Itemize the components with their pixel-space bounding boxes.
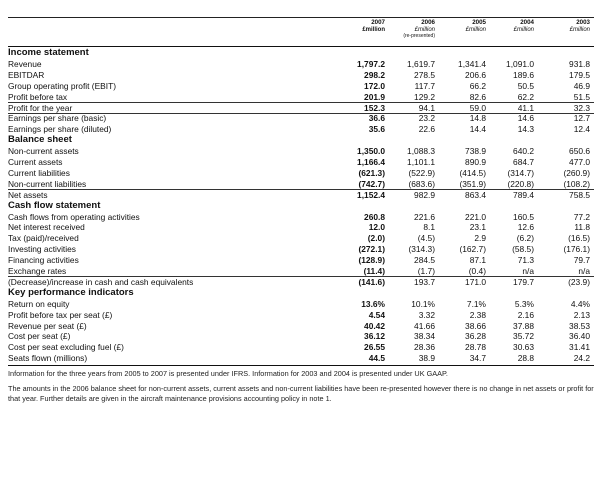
row-value: 206.6: [465, 69, 486, 80]
row-value: 12.4: [573, 124, 590, 135]
row-value: 35.6: [368, 124, 385, 135]
row-value: 160.5: [513, 211, 534, 222]
row-value: 26.55: [364, 342, 385, 353]
column-year: 2003: [576, 19, 590, 26]
row-value: (522.9): [408, 167, 435, 178]
row-value: 23.2: [418, 113, 435, 124]
row-label: Earnings per share (basic): [8, 113, 107, 124]
row-label: Non-current assets: [8, 146, 79, 157]
row-value: 36.6: [368, 113, 385, 124]
row-value: (176.1): [563, 244, 590, 255]
row-label: Revenue per seat (£): [8, 320, 87, 331]
row-value: 13.6%: [361, 298, 385, 309]
row-value: (128.9): [358, 255, 385, 266]
column-unit: £million: [513, 26, 534, 33]
row-value: 32.3: [573, 102, 590, 113]
row-value: (1.7): [417, 266, 435, 276]
row-value: 1,341.4: [458, 58, 486, 69]
row-value: 4.54: [368, 309, 385, 320]
row-value: (6.2): [516, 233, 534, 244]
row-value: 8.1: [423, 222, 435, 233]
row-value: 152.3: [364, 102, 385, 113]
row-value: (23.9): [568, 276, 590, 287]
row-value: 62.2: [517, 91, 534, 102]
row-value: 1,101.1: [407, 157, 435, 167]
row-value: 34.7: [469, 353, 486, 364]
row-value: 1,166.4: [357, 157, 385, 167]
row-value: 1,350.0: [357, 146, 385, 157]
row-value: (108.2): [563, 178, 590, 189]
row-value: (4.5): [417, 233, 435, 244]
row-value: 1,091.0: [506, 58, 534, 69]
row-label: Earnings per share (diluted): [8, 124, 112, 135]
row-value: 863.4: [465, 189, 486, 200]
row-value: 94.1: [418, 102, 435, 113]
row-value: (162.7): [459, 244, 486, 255]
row-value: 179.5: [569, 69, 590, 80]
row-value: 221.6: [414, 211, 435, 222]
bottom-rule: [8, 365, 594, 366]
row-value: 79.7: [573, 255, 590, 266]
row-value: 38.66: [465, 320, 486, 331]
row-value: 44.5: [368, 353, 385, 364]
row-value: 23.1: [469, 222, 486, 233]
row-label: (Decrease)/increase in cash and cash equivalents: [8, 276, 194, 287]
row-value: 1,619.7: [407, 58, 435, 69]
row-value: 36.12: [364, 331, 385, 342]
row-label: Exchange rates: [8, 266, 67, 276]
row-value: 10.1%: [411, 298, 435, 309]
row-value: 28.36: [414, 342, 435, 353]
row-value: 931.8: [569, 58, 590, 69]
row-value: (314.7): [507, 167, 534, 178]
section-heading: Balance sheet: [8, 134, 72, 146]
row-label: Net interest received: [8, 222, 85, 233]
row-value: 189.6: [513, 69, 534, 80]
row-value: (621.3): [358, 167, 385, 178]
row-value: 1,088.3: [407, 146, 435, 157]
row-label: Tax (paid)/received: [8, 233, 79, 244]
row-value: 284.5: [414, 255, 435, 266]
row-label: Cost per seat excluding fuel (£): [8, 342, 124, 353]
row-label: Profit before tax per seat (£): [8, 309, 113, 320]
row-label: Investing activities: [8, 244, 76, 255]
row-value: (16.5): [568, 233, 590, 244]
row-value: 30.63: [513, 342, 534, 353]
row-value: 172.0: [364, 80, 385, 91]
row-value: 35.72: [513, 331, 534, 342]
row-value: 201.9: [364, 91, 385, 102]
row-value: 12.6: [517, 222, 534, 233]
row-label: Seats flown (millions): [8, 353, 88, 364]
row-value: 3.32: [418, 309, 435, 320]
row-value: (260.9): [563, 167, 590, 178]
row-value: 24.2: [573, 353, 590, 364]
footnote-ifrs: Information for the three years from 2005 to 2007 is presented under IFRS. Information for 2003 and 2004 is presented under UK GAAP.: [8, 369, 448, 379]
footnote-re-presented: The amounts in the 2006 balance sheet for non-current assets, current assets and non-current liabilities have been re-presented however there is no change in net assets or profit for that year. Further details are given in the aircraft maintenance provisions accounting policy in note 1.: [8, 384, 594, 403]
row-value: 260.8: [364, 211, 385, 222]
row-label: Cost per seat (£): [8, 331, 71, 342]
row-value: (272.1): [358, 244, 385, 255]
column-year: 2004: [520, 19, 534, 26]
section-heading: Cash flow statement: [8, 199, 101, 211]
row-value: 37.88: [513, 320, 534, 331]
row-label: EBITDAR: [8, 69, 45, 80]
row-value: 36.28: [465, 331, 486, 342]
row-label: Return on equity: [8, 298, 70, 309]
row-value: 179.7: [513, 276, 534, 287]
row-value: 82.6: [469, 91, 486, 102]
row-value: 12.7: [573, 113, 590, 124]
header-rule: [8, 46, 594, 47]
row-value: 31.41: [569, 342, 590, 353]
row-value: (742.7): [358, 178, 385, 189]
row-value: 51.5: [573, 91, 590, 102]
column-header-4: [530, 20, 590, 33]
row-value: 41.1: [517, 102, 534, 113]
row-value: 221.0: [465, 211, 486, 222]
row-value: 298.2: [364, 69, 385, 80]
row-value: (2.0): [367, 233, 385, 244]
row-value: 4.4%: [570, 298, 590, 309]
row-value: n/a: [578, 266, 590, 276]
row-value: (351.9): [459, 178, 486, 189]
row-label: Cash flows from operating activities: [8, 211, 140, 222]
row-value: (683.6): [408, 178, 435, 189]
column-unit: £million: [362, 26, 385, 33]
row-value: 982.9: [414, 189, 435, 200]
row-value: 14.3: [517, 124, 534, 135]
row-value: 2.16: [517, 309, 534, 320]
row-label: Non-current liabilities: [8, 178, 87, 189]
row-value: 12.0: [368, 222, 385, 233]
row-value: 14.6: [517, 113, 534, 124]
column-year: 2007: [371, 19, 385, 26]
row-value: 758.5: [569, 189, 590, 200]
row-value: 2.13: [573, 309, 590, 320]
row-value: 38.9: [418, 353, 435, 364]
row-value: 193.7: [414, 276, 435, 287]
row-value: 129.2: [414, 91, 435, 102]
row-value: (220.8): [507, 178, 534, 189]
row-value: 7.1%: [466, 298, 486, 309]
row-value: 1,797.2: [357, 58, 385, 69]
row-label: Financing activities: [8, 255, 79, 266]
row-value: 650.6: [569, 146, 590, 157]
column-year: 2005: [472, 19, 486, 26]
row-label: Profit for the year: [8, 102, 73, 113]
row-value: n/a: [522, 266, 534, 276]
row-value: (11.4): [363, 266, 385, 276]
row-value: 5.3%: [514, 298, 534, 309]
row-value: (314.3): [408, 244, 435, 255]
row-value: 789.4: [513, 189, 534, 200]
section-heading: Key performance indicators: [8, 286, 134, 298]
row-value: 640.2: [513, 146, 534, 157]
row-value: 14.4: [469, 124, 486, 135]
row-value: 28.8: [517, 353, 534, 364]
row-label: Group operating profit (EBIT): [8, 80, 116, 91]
row-value: (414.5): [459, 167, 486, 178]
row-value: 890.9: [465, 157, 486, 167]
row-value: 278.5: [414, 69, 435, 80]
row-value: 117.7: [414, 80, 435, 91]
row-value: 59.0: [469, 102, 486, 113]
row-value: 41.66: [414, 320, 435, 331]
column-note: (re-presented): [403, 33, 435, 39]
row-value: 171.0: [465, 276, 486, 287]
row-value: 2.38: [469, 309, 486, 320]
row-value: 87.1: [469, 255, 486, 266]
row-value: 38.53: [569, 320, 590, 331]
row-value: 66.2: [469, 80, 486, 91]
row-value: 38.34: [414, 331, 435, 342]
row-value: 2.9: [474, 233, 486, 244]
row-label: Revenue: [8, 58, 42, 69]
row-value: 46.9: [573, 80, 590, 91]
row-value: 28.78: [465, 342, 486, 353]
row-label: Current liabilities: [8, 167, 70, 178]
row-value: 14.8: [469, 113, 486, 124]
row-label: Profit before tax: [8, 91, 68, 102]
row-label: Current assets: [8, 157, 63, 167]
column-header-3: [474, 20, 534, 33]
row-value: 40.42: [364, 320, 385, 331]
row-value: 22.6: [418, 124, 435, 135]
column-unit: £million: [465, 26, 486, 33]
row-value: (141.6): [358, 276, 385, 287]
row-value: (0.4): [468, 266, 486, 276]
column-year: 2006: [421, 19, 435, 26]
column-unit: £million: [414, 26, 435, 33]
section-heading: Income statement: [8, 47, 89, 58]
row-value: 36.40: [569, 331, 590, 342]
row-value: 684.7: [513, 157, 534, 167]
row-value: 71.3: [517, 255, 534, 266]
row-value: (58.5): [512, 244, 534, 255]
row-value: 50.5: [517, 80, 534, 91]
row-label: Net assets: [8, 189, 48, 200]
column-unit: £million: [569, 26, 590, 33]
row-value: 1,152.4: [357, 189, 385, 200]
row-value: 11.8: [574, 222, 590, 233]
row-value: 477.0: [569, 157, 590, 167]
row-value: 77.2: [573, 211, 590, 222]
row-value: 738.9: [465, 146, 486, 157]
top-rule: [8, 17, 594, 18]
